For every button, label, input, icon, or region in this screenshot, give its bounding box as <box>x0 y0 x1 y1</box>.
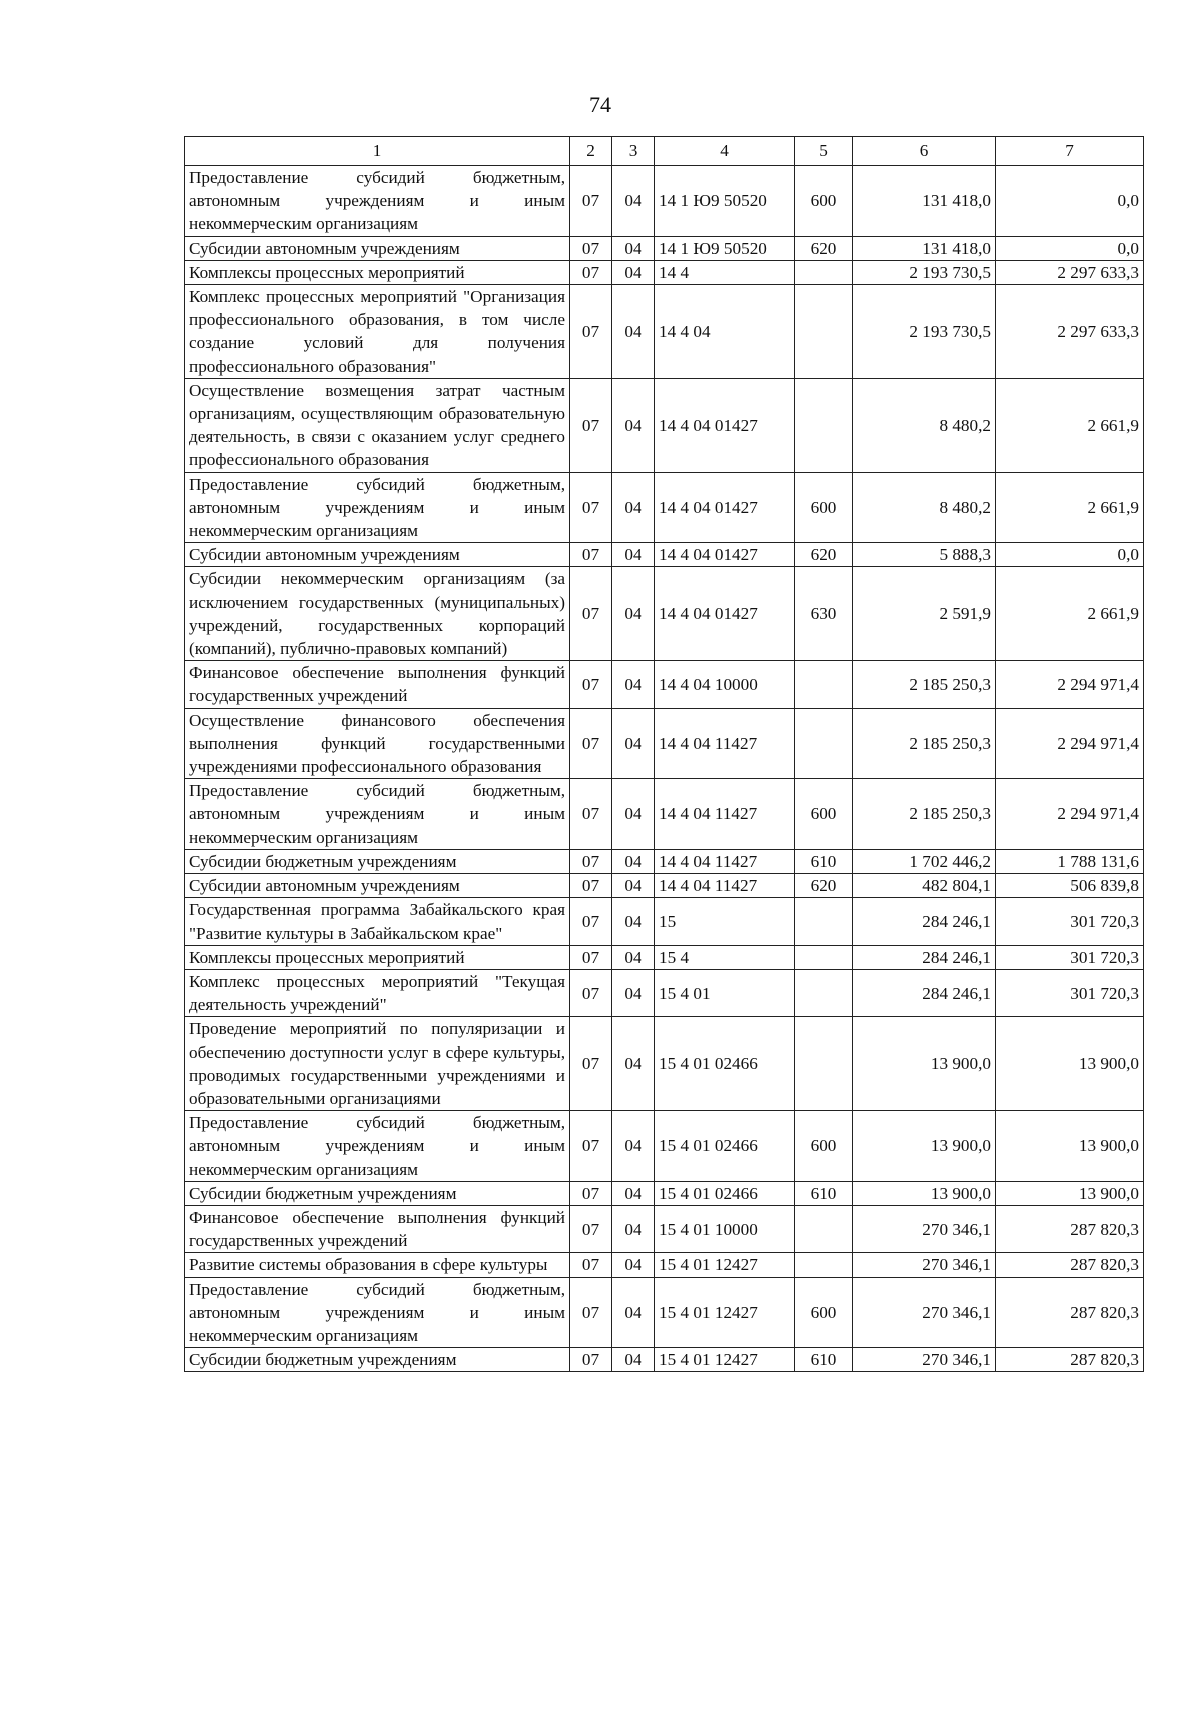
amount-year-2: 0,0 <box>996 236 1144 260</box>
column-header-1: 1 <box>185 137 570 166</box>
row-name: Предоставление субсидий бюджетным, автономным учреждениям и иным некоммерческим организациям <box>185 779 570 850</box>
target-article-code: 14 4 04 01427 <box>655 378 795 472</box>
amount-year-1: 5 888,3 <box>853 543 996 567</box>
amount-year-2: 13 900,0 <box>996 1017 1144 1111</box>
target-article-code: 15 4 01 02466 <box>655 1017 795 1111</box>
amount-year-1: 13 900,0 <box>853 1017 996 1111</box>
section-code: 07 <box>570 969 612 1016</box>
section-code: 07 <box>570 1253 612 1277</box>
row-name: Развитие системы образования в сфере культуры <box>185 1253 570 1277</box>
amount-year-1: 270 346,1 <box>853 1253 996 1277</box>
target-article-code: 14 4 04 10000 <box>655 661 795 708</box>
row-name: Комплексы процессных мероприятий <box>185 945 570 969</box>
subsection-code: 04 <box>612 898 655 945</box>
target-article-code: 14 4 04 01427 <box>655 567 795 661</box>
section-code: 07 <box>570 1017 612 1111</box>
row-name: Предоставление субсидий бюджетным, автономным учреждениям и иным некоммерческим организациям <box>185 166 570 237</box>
expense-type-code: 600 <box>795 1277 853 1348</box>
section-code: 07 <box>570 849 612 873</box>
expense-type-code <box>795 708 853 779</box>
expense-type-code: 600 <box>795 779 853 850</box>
subsection-code: 04 <box>612 849 655 873</box>
expense-type-code: 600 <box>795 1111 853 1182</box>
column-header-6: 6 <box>853 137 996 166</box>
expense-type-code: 600 <box>795 472 853 543</box>
target-article-code: 15 4 01 02466 <box>655 1111 795 1182</box>
row-name: Субсидии некоммерческим организациям (за исключением государственных (муниципальных) учреждений, государственных корпораций (компаний), публично-правовых компаний) <box>185 567 570 661</box>
amount-year-1: 8 480,2 <box>853 378 996 472</box>
table-body <box>185 166 1144 1372</box>
target-article-code: 14 4 04 <box>655 285 795 379</box>
amount-year-2: 287 820,3 <box>996 1253 1144 1277</box>
amount-year-2: 506 839,8 <box>996 874 1144 898</box>
subsection-code: 04 <box>612 378 655 472</box>
column-header-7: 7 <box>996 137 1144 166</box>
amount-year-2: 287 820,3 <box>996 1348 1144 1372</box>
amount-year-2: 13 900,0 <box>996 1111 1144 1182</box>
column-header-3: 3 <box>612 137 655 166</box>
subsection-code: 04 <box>612 236 655 260</box>
expense-type-code <box>795 661 853 708</box>
table-row <box>185 969 1144 1016</box>
section-code: 07 <box>570 661 612 708</box>
target-article-code: 15 4 01 10000 <box>655 1205 795 1252</box>
expense-type-code: 620 <box>795 543 853 567</box>
amount-year-2: 301 720,3 <box>996 898 1144 945</box>
amount-year-2: 2 294 971,4 <box>996 779 1144 850</box>
row-name: Предоставление субсидий бюджетным, автономным учреждениям и иным некоммерческим организациям <box>185 1111 570 1182</box>
subsection-code: 04 <box>612 874 655 898</box>
expense-type-code <box>795 1205 853 1252</box>
table-row <box>185 1111 1144 1182</box>
expense-type-code: 630 <box>795 567 853 661</box>
expense-type-code <box>795 378 853 472</box>
row-name: Комплекс процессных мероприятий "Текущая деятельность учреждений" <box>185 969 570 1016</box>
amount-year-2: 2 297 633,3 <box>996 260 1144 284</box>
row-name: Предоставление субсидий бюджетным, автономным учреждениям и иным некоммерческим организациям <box>185 472 570 543</box>
amount-year-2: 1 788 131,6 <box>996 849 1144 873</box>
amount-year-1: 2 193 730,5 <box>853 260 996 284</box>
section-code: 07 <box>570 236 612 260</box>
section-code: 07 <box>570 1181 612 1205</box>
section-code: 07 <box>570 285 612 379</box>
amount-year-1: 482 804,1 <box>853 874 996 898</box>
amount-year-2: 0,0 <box>996 166 1144 237</box>
section-code: 07 <box>570 567 612 661</box>
amount-year-1: 284 246,1 <box>853 945 996 969</box>
amount-year-1: 8 480,2 <box>853 472 996 543</box>
column-header-2: 2 <box>570 137 612 166</box>
amount-year-1: 270 346,1 <box>853 1277 996 1348</box>
amount-year-2: 2 661,9 <box>996 472 1144 543</box>
subsection-code: 04 <box>612 260 655 284</box>
expense-type-code <box>795 898 853 945</box>
subsection-code: 04 <box>612 285 655 379</box>
table-row <box>185 1181 1144 1205</box>
target-article-code: 14 1 Ю9 50520 <box>655 236 795 260</box>
table-row <box>185 567 1144 661</box>
row-name: Проведение мероприятий по популяризации и обеспечению доступности услуг в сфере культуры, проводимых государственными учреждениями и образовательными организациями <box>185 1017 570 1111</box>
target-article-code: 15 4 01 12427 <box>655 1348 795 1372</box>
row-name: Комплекс процессных мероприятий "Организация профессионального образования, в том числе создание условий для получения профессионального образования" <box>185 285 570 379</box>
target-article-code: 15 4 <box>655 945 795 969</box>
table-row <box>185 166 1144 237</box>
section-code: 07 <box>570 708 612 779</box>
table-row <box>185 236 1144 260</box>
amount-year-1: 270 346,1 <box>853 1348 996 1372</box>
subsection-code: 04 <box>612 1205 655 1252</box>
amount-year-2: 2 661,9 <box>996 567 1144 661</box>
expense-type-code <box>795 1017 853 1111</box>
section-code: 07 <box>570 1348 612 1372</box>
table-row <box>185 945 1144 969</box>
page-number: 74 <box>589 92 611 117</box>
amount-year-1: 131 418,0 <box>853 236 996 260</box>
amount-year-2: 2 661,9 <box>996 378 1144 472</box>
amount-year-1: 284 246,1 <box>853 898 996 945</box>
section-code: 07 <box>570 1111 612 1182</box>
budget-table <box>184 136 1144 1372</box>
amount-year-1: 13 900,0 <box>853 1181 996 1205</box>
expense-type-code <box>795 969 853 1016</box>
subsection-code: 04 <box>612 779 655 850</box>
target-article-code: 14 1 Ю9 50520 <box>655 166 795 237</box>
subsection-code: 04 <box>612 1111 655 1182</box>
row-name: Комплексы процессных мероприятий <box>185 260 570 284</box>
amount-year-1: 131 418,0 <box>853 166 996 237</box>
section-code: 07 <box>570 543 612 567</box>
amount-year-1: 2 185 250,3 <box>853 779 996 850</box>
subsection-code: 04 <box>612 166 655 237</box>
table-row <box>185 1253 1144 1277</box>
table-row <box>185 285 1144 379</box>
amount-year-1: 13 900,0 <box>853 1111 996 1182</box>
target-article-code: 15 4 01 02466 <box>655 1181 795 1205</box>
row-name: Государственная программа Забайкальского края "Развитие культуры в Забайкальском крае" <box>185 898 570 945</box>
row-name: Осуществление финансового обеспечения выполнения функций государственными учреждениями профессионального образования <box>185 708 570 779</box>
amount-year-1: 270 346,1 <box>853 1205 996 1252</box>
target-article-code: 14 4 04 11427 <box>655 708 795 779</box>
expense-type-code <box>795 285 853 379</box>
target-article-code: 14 4 04 01427 <box>655 472 795 543</box>
section-code: 07 <box>570 260 612 284</box>
section-code: 07 <box>570 945 612 969</box>
amount-year-2: 2 294 971,4 <box>996 708 1144 779</box>
expense-type-code: 610 <box>795 1348 853 1372</box>
table-row <box>185 543 1144 567</box>
expense-type-code: 610 <box>795 1181 853 1205</box>
target-article-code: 15 <box>655 898 795 945</box>
amount-year-1: 2 185 250,3 <box>853 661 996 708</box>
table-row <box>185 874 1144 898</box>
section-code: 07 <box>570 779 612 850</box>
amount-year-2: 287 820,3 <box>996 1277 1144 1348</box>
table-row <box>185 898 1144 945</box>
target-article-code: 14 4 04 11427 <box>655 779 795 850</box>
expense-type-code: 620 <box>795 874 853 898</box>
amount-year-2: 301 720,3 <box>996 969 1144 1016</box>
target-article-code: 14 4 <box>655 260 795 284</box>
expense-type-code <box>795 260 853 284</box>
expense-type-code <box>795 945 853 969</box>
target-article-code: 15 4 01 <box>655 969 795 1016</box>
section-code: 07 <box>570 874 612 898</box>
table-row <box>185 708 1144 779</box>
section-code: 07 <box>570 472 612 543</box>
table-row <box>185 661 1144 708</box>
amount-year-1: 284 246,1 <box>853 969 996 1016</box>
amount-year-2: 13 900,0 <box>996 1181 1144 1205</box>
row-name: Финансовое обеспечение выполнения функций государственных учреждений <box>185 661 570 708</box>
section-code: 07 <box>570 1277 612 1348</box>
subsection-code: 04 <box>612 708 655 779</box>
amount-year-2: 2 297 633,3 <box>996 285 1144 379</box>
section-code: 07 <box>570 166 612 237</box>
subsection-code: 04 <box>612 1253 655 1277</box>
row-name: Субсидии бюджетным учреждениям <box>185 1348 570 1372</box>
amount-year-2: 2 294 971,4 <box>996 661 1144 708</box>
subsection-code: 04 <box>612 969 655 1016</box>
target-article-code: 14 4 04 11427 <box>655 874 795 898</box>
amount-year-1: 1 702 446,2 <box>853 849 996 873</box>
row-name: Осуществление возмещения затрат частным организациям, осуществляющим образовательную деятельность, в связи с оказанием услуг среднего профессионального образования <box>185 378 570 472</box>
section-code: 07 <box>570 1205 612 1252</box>
amount-year-2: 301 720,3 <box>996 945 1144 969</box>
expense-type-code: 620 <box>795 236 853 260</box>
target-article-code: 15 4 01 12427 <box>655 1277 795 1348</box>
table-row <box>185 378 1144 472</box>
subsection-code: 04 <box>612 1017 655 1111</box>
row-name: Субсидии бюджетным учреждениям <box>185 1181 570 1205</box>
column-header-4: 4 <box>655 137 795 166</box>
expense-type-code: 610 <box>795 849 853 873</box>
table-header-row <box>185 137 1144 166</box>
amount-year-1: 2 185 250,3 <box>853 708 996 779</box>
section-code: 07 <box>570 378 612 472</box>
subsection-code: 04 <box>612 1181 655 1205</box>
amount-year-2: 287 820,3 <box>996 1205 1144 1252</box>
expense-type-code <box>795 1253 853 1277</box>
amount-year-1: 2 193 730,5 <box>853 285 996 379</box>
table-row <box>185 1277 1144 1348</box>
subsection-code: 04 <box>612 543 655 567</box>
column-header-5: 5 <box>795 137 853 166</box>
target-article-code: 14 4 04 11427 <box>655 849 795 873</box>
subsection-code: 04 <box>612 472 655 543</box>
table-row <box>185 472 1144 543</box>
target-article-code: 14 4 04 01427 <box>655 543 795 567</box>
amount-year-2: 0,0 <box>996 543 1144 567</box>
row-name: Субсидии автономным учреждениям <box>185 874 570 898</box>
table-row <box>185 1205 1144 1252</box>
table-row <box>185 849 1144 873</box>
expense-type-code: 600 <box>795 166 853 237</box>
table-row <box>185 779 1144 850</box>
section-code: 07 <box>570 898 612 945</box>
row-name: Субсидии бюджетным учреждениям <box>185 849 570 873</box>
row-name: Предоставление субсидий бюджетным, автономным учреждениям и иным некоммерческим организациям <box>185 1277 570 1348</box>
subsection-code: 04 <box>612 1348 655 1372</box>
row-name: Финансовое обеспечение выполнения функций государственных учреждений <box>185 1205 570 1252</box>
subsection-code: 04 <box>612 661 655 708</box>
amount-year-1: 2 591,9 <box>853 567 996 661</box>
subsection-code: 04 <box>612 1277 655 1348</box>
target-article-code: 15 4 01 12427 <box>655 1253 795 1277</box>
row-name: Субсидии автономным учреждениям <box>185 236 570 260</box>
subsection-code: 04 <box>612 567 655 661</box>
table-row <box>185 1348 1144 1372</box>
row-name: Субсидии автономным учреждениям <box>185 543 570 567</box>
table-row <box>185 260 1144 284</box>
table-row <box>185 1017 1144 1111</box>
subsection-code: 04 <box>612 945 655 969</box>
